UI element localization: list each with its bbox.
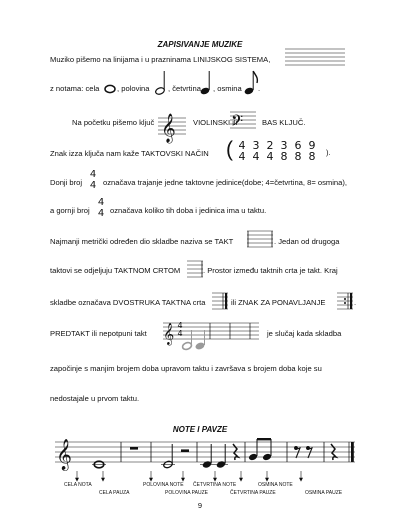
treble-clef-icon <box>158 110 186 140</box>
label-osmina-pauze: OSMINA PAUZE <box>305 490 343 496</box>
text-line-9c: . <box>354 298 357 307</box>
time-signature-4-4: 4 4 <box>97 197 105 219</box>
text-line-6b: označava koliko tih doba i jedinica ima u taktu. <box>110 206 267 215</box>
time-signature-top: 3 <box>280 139 288 152</box>
text-line-9b: ili ZNAK ZA PONAVLJANJE <box>231 298 326 307</box>
text-line-3a: Na početku pišemo ključ <box>72 118 155 127</box>
paren-close: ). <box>326 148 331 157</box>
svg-text:𝄞: 𝄞 <box>56 439 72 470</box>
text-line-2d: , osmina <box>213 84 242 93</box>
text-line-10b: je slučaj kada skladba <box>267 329 342 338</box>
paren-open: ( <box>226 138 233 161</box>
heading-note-i-pavze: NOTE I PAVZE <box>172 425 228 434</box>
time-signature-4-4: 4 4 <box>89 169 97 191</box>
text-line-2c: , četvrtina <box>168 84 201 93</box>
time-signature-top: 3 <box>252 139 260 152</box>
time-signature-top: 2 <box>266 139 274 152</box>
measure-icon <box>247 228 273 250</box>
text-line-8b: . Prostor između taktnih crta je takt. Kraj <box>203 266 338 275</box>
text-line-3b: VIOLINSKI ili <box>193 118 238 127</box>
time-signature-item <box>292 140 304 162</box>
double-bar-line-icon <box>212 291 228 311</box>
time-signature-item <box>306 140 318 162</box>
label-osmina-note: OSMINA NOTE <box>258 482 293 488</box>
label-cetvrtina-pauze: ČETVRTINA PAUZE <box>230 490 276 496</box>
whole-note-icon <box>104 83 116 95</box>
bar-line-icon <box>187 259 203 279</box>
label-polovina-note: POLOVINA NOTE <box>143 482 184 488</box>
text-line-10a: PREDTAKT ili nepotpuni takt <box>50 329 147 338</box>
time-signature-item <box>236 140 248 162</box>
text-line-9a: skladbe označava DVOSTRUKA TAKTNA crta <box>50 298 206 307</box>
text-line-2b: , polovina <box>117 84 150 93</box>
text-line-11: započinje s manjim brojem doba upravom taktu i završava s brojem doba koje su <box>50 364 322 373</box>
text-line-7b: . Jedan od drugoga <box>274 237 340 246</box>
time-signature-4-4: 4 4 <box>177 321 183 338</box>
bass-clef-icon <box>230 110 256 132</box>
staff-lines-sample <box>285 48 345 72</box>
text-line-6a: a gornji broj <box>50 206 90 215</box>
label-cela-pauza: CELA PAUZA <box>99 490 130 496</box>
text-line-1: Muziko pišemo na linijama i u prazninama LINIJSKOG SISTEMA, <box>50 55 271 64</box>
time-signature-list <box>236 140 326 164</box>
text-line-12: nedostajale u prvom taktu. <box>50 394 140 403</box>
svg-text:𝄞: 𝄞 <box>163 323 175 345</box>
text-line-2e: . <box>258 84 261 93</box>
time-signature-bottom: 4 <box>238 150 246 163</box>
eighth-note-icon <box>243 70 259 96</box>
time-signature-bottom: 4 <box>266 150 274 163</box>
notes-and-rests-staff <box>55 436 355 472</box>
time-signature-bottom: 8 <box>280 150 288 163</box>
half-note-icon <box>154 70 168 96</box>
time-signature-bottom: 4 <box>252 150 260 163</box>
svg-text:𝄢: 𝄢 <box>231 112 244 134</box>
repeat-sign-icon <box>337 291 353 311</box>
quarter-note-icon <box>199 70 213 96</box>
label-cetvrtina-note: ČETVRTINA NOTE <box>193 482 237 488</box>
text-line-7a: Najmanji metrički određen dio skladbe naziva se TAKT <box>50 237 234 246</box>
time-signature-top: 9 <box>308 139 316 152</box>
heading-zapisivanje-muzike: ZAPISIVANJE MUZIKE <box>157 40 243 49</box>
svg-text:𝄞: 𝄞 <box>161 113 176 142</box>
time-signature-item <box>264 140 276 162</box>
time-signature-top: 4 <box>238 139 246 152</box>
text-line-5a: Donji broj <box>50 178 83 187</box>
text-line-4: Znak izza ključa nam kaže TAKTOVSKI NAČIN <box>50 149 209 158</box>
time-signature-bottom: 8 <box>308 150 316 163</box>
text-line-8a: taktovi se odjeljuju TAKTNOM CRTOM <box>50 266 181 275</box>
time-signature-bottom: 8 <box>294 150 302 163</box>
text-line-3c: BAS KLJUČ. <box>262 118 306 127</box>
text-line-5b: označava trajanje jedne taktovne jedinice(dobe; 4=četvrtina, 8= osmina), <box>103 178 347 187</box>
label-polovina-pauze: POLOVINA PAUZE <box>165 490 208 496</box>
time-signature-top: 6 <box>294 139 302 152</box>
time-signature-item <box>250 140 262 162</box>
label-cela-nota: CELA NOTA <box>64 482 92 488</box>
page-number: 9 <box>197 501 203 510</box>
time-signature-item <box>278 140 290 162</box>
text-line-2a: z notama: cela <box>50 84 100 93</box>
